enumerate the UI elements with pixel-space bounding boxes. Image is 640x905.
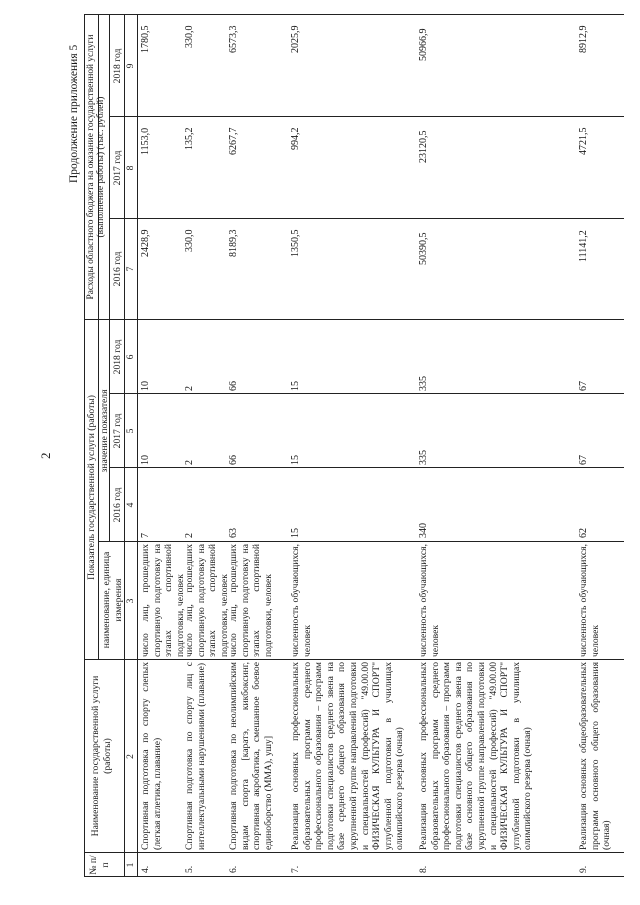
table-row-value-2017: 10	[140, 455, 151, 465]
table-row-no: 4.	[140, 865, 151, 873]
table-row-value-2018: 2	[184, 386, 195, 391]
table-row-expense-2016: 50390,5	[418, 232, 429, 265]
page-number: 2	[38, 452, 53, 459]
table-row-no: 7.	[290, 865, 301, 873]
table-row-value-2017: 2	[184, 460, 195, 465]
column-number: 2	[125, 754, 136, 759]
table-row-expense-2016: 330,0	[184, 229, 195, 252]
table-row-service-name: Спортивная подготовка по спорту лиц с интеллектуальными нарушениями (плавание)	[184, 662, 207, 850]
table-row-expense-2017: 994,2	[290, 127, 301, 150]
table-row-expense-2016: 1350,5	[290, 229, 301, 257]
table-row-expense-2017: 1153,0	[140, 127, 151, 155]
table-row-value-2018: 335	[418, 376, 429, 391]
column-number: 4	[125, 502, 136, 508]
column-number: 7	[125, 266, 136, 272]
table-row-no: 5.	[184, 865, 195, 873]
table-row-no: 9.	[578, 865, 589, 873]
table-row-expense-2018: 6573,3	[228, 25, 239, 53]
table-row-value-2018: 15	[290, 381, 301, 391]
header-year-2016-expense: 2016 год	[112, 251, 123, 287]
header-year-2018-value: 2018 год	[112, 339, 123, 375]
column-number: 6	[125, 354, 136, 360]
table-row-expense-2018: 50966,9	[418, 28, 429, 61]
table-row-indicator: численность обучающихся, человек	[290, 544, 313, 657]
header-indicator-name: наименование, единица измерения	[101, 551, 124, 649]
table-row-no: 8.	[418, 865, 429, 873]
table-row-value-2016: 2	[184, 533, 195, 538]
table-row-indicator: численность обучающихся, человек	[578, 544, 601, 657]
header-year-2016-value: 2016 год	[112, 487, 123, 523]
table-row-expense-2017: 23120,5	[418, 130, 429, 163]
table-row-expense-2017: 6267,7	[228, 127, 239, 155]
table-row-value-2017: 67	[578, 455, 589, 465]
table-row-service-name: Спортивная подготовка по неолимпийским видам спорта [каратэ, кикбоксинг, спортивная акробатика, смешанное боевое единоборство (ММА), ушу]	[228, 662, 274, 850]
column-number: 1	[125, 862, 136, 868]
table-row-expense-2017: 135,2	[184, 127, 195, 150]
table-row-value-2016: 340	[418, 523, 429, 538]
table-row-expense-2018: 8912,9	[578, 25, 589, 53]
table-row-value-2017: 66	[228, 455, 239, 465]
table-row-value-2016: 15	[290, 528, 301, 538]
header-year-2018-expense: 2018 год	[112, 48, 123, 84]
table-row-expense-2018: 2025,9	[290, 25, 301, 53]
header-year-2017-value: 2017 год	[112, 413, 123, 449]
table-row-value-2017: 15	[290, 455, 301, 465]
table-row-indicator: численность обучающихся, человек	[418, 544, 441, 657]
table-row-value-2018: 67	[578, 381, 589, 391]
table-row-expense-2016: 8189,3	[228, 229, 239, 257]
table-row-service-name: Реализация основных профессиональных образовательных программ среднего профессионального образования – программ подготовки специалистов среднего звена на базе основного общего образования по укрупненной группе направлений подготовки и специальностей (профессий) "49.00.00 ФИЗИЧЕСКАЯ КУЛЬТУРА И СПОРТ" углубленной подготовки в училищах олимпийского резерва (очная)	[418, 662, 534, 850]
header-indicator: Показатель государственной услуги (работы)	[86, 395, 97, 580]
table-row-value-2017: 335	[418, 450, 429, 465]
table-row-service-name: Реализация основных общеобразовательных программ основного общего образования (очная)	[578, 662, 613, 850]
table-row-expense-2018: 1780,5	[140, 25, 151, 53]
table-row-service-name: Реализация основных профессиональных образовательных программ среднего профессионального образования – программ подготовки специалистов среднего звена на базе среднего общего образования по укрупненной группе направлений подготовки и специальностей (профессий) "49.00.00 ФИЗИЧЕСКАЯ КУЛЬТУРА И СПОРТ" углубленной подготовки в училищах олимпийского резерва (очная)	[290, 662, 406, 850]
header-no: № п/п	[88, 855, 111, 875]
table-row-value-2016: 7	[140, 533, 151, 538]
header-expenses: Расходы областного бюджета на оказание государственной услуги (выполнение работы) (тыс. рублей)	[86, 34, 106, 300]
table-row-value-2018: 10	[140, 381, 151, 391]
column-number: 8	[125, 165, 136, 171]
table-row-value-2016: 63	[228, 528, 239, 538]
table-row-service-name: Спортивная подготовка по спорту слепых (легкая атлетика, плавание)	[140, 662, 163, 850]
table-row-expense-2016: 2428,9	[140, 229, 151, 257]
table-row-indicator: число лиц, прошедших спортивную подготовку на этапах спортивной подготовки, человек	[140, 544, 186, 657]
header-indicator-value: значение показателя	[99, 389, 110, 473]
column-number: 5	[125, 428, 136, 434]
table-row-expense-2018: 330,0	[184, 25, 195, 48]
table-row-value-2018: 66	[228, 381, 239, 391]
table-row-indicator: число лиц, прошедших спортивную подготовку на этапах спортивной подготовки, человек	[228, 544, 274, 657]
table-row-value-2016: 62	[578, 528, 589, 538]
table-row-expense-2016: 11141,2	[578, 230, 589, 262]
column-number: 9	[125, 63, 136, 69]
table-row-indicator: число лиц, прошедших спортивную подготовку на этапах спортивной подготовки, человек	[184, 544, 230, 657]
header-service-name: Наименование государственной услуги (работы)	[90, 675, 113, 837]
table-row-expense-2017: 4721,5	[578, 127, 589, 155]
continuation-title: Продолжение приложения 5	[68, 44, 80, 183]
table-row-no: 6.	[228, 865, 239, 873]
column-number: 3	[125, 598, 136, 604]
header-year-2017-expense: 2017 год	[112, 150, 123, 186]
